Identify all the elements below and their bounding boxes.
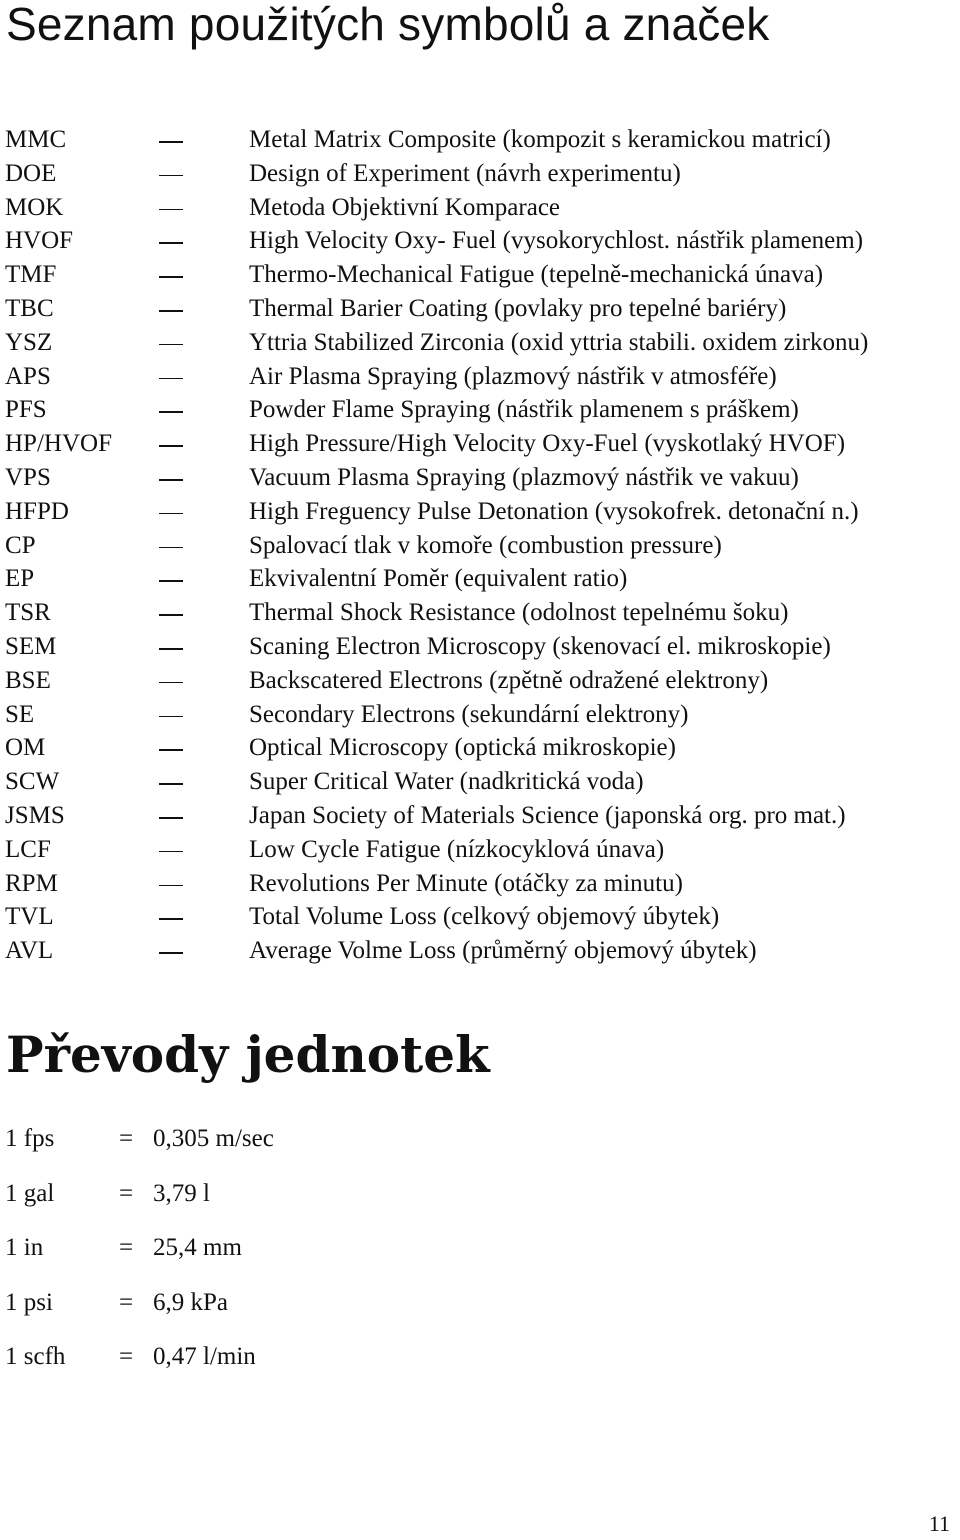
dash-separator <box>159 716 183 718</box>
dash-separator <box>159 749 183 751</box>
dash-separator <box>159 885 183 887</box>
conversion-unit: 1 scfh <box>5 1343 66 1370</box>
abbreviation: HP/HVOF <box>5 430 112 458</box>
dash-separator <box>159 952 183 954</box>
list-item <box>0 461 960 495</box>
dash-separator <box>159 445 183 447</box>
abbreviation-meaning: Scaning Electron Microscopy (skenovací el. mikroskopie) <box>249 632 831 660</box>
list-item <box>0 292 960 326</box>
conversion-value: 0,47 l/min <box>153 1343 256 1370</box>
conversion-value: 3,79 l <box>153 1179 210 1207</box>
conversion-unit: 1 gal <box>5 1179 55 1207</box>
page-number: 11 <box>928 1511 950 1536</box>
list-item <box>0 529 960 563</box>
abbreviation: RPM <box>5 869 58 897</box>
abbreviation: SCW <box>5 768 60 796</box>
abbreviation-meaning: Ekvivalentní Poměr (equivalent ratio) <box>249 565 628 593</box>
conversion-row <box>0 1231 500 1286</box>
conversion-unit: 1 fps <box>5 1125 55 1152</box>
abbreviation-meaning: Backscatered Electrons (zpětně odražené elektrony) <box>249 666 769 694</box>
dash-separator <box>159 614 183 616</box>
abbreviation: TSR <box>5 599 51 627</box>
dash-separator <box>159 141 183 143</box>
dash-separator <box>159 344 183 346</box>
list-item <box>0 326 960 360</box>
abbreviation-meaning: Japan Society of Materials Science (japonská org. pro mat.) <box>249 801 846 829</box>
dash-separator <box>159 851 183 853</box>
abbreviation: BSE <box>5 666 51 694</box>
list-item <box>0 900 960 934</box>
abbreviation: VPS <box>5 463 51 491</box>
abbreviation: SE <box>5 700 35 728</box>
abbreviation: PFS <box>5 396 47 424</box>
dash-separator <box>159 310 183 312</box>
list-item <box>0 934 960 968</box>
abbreviation: DOE <box>5 159 57 187</box>
abbreviation-meaning: Spalovací tlak v komoře (combustion pressure) <box>249 531 722 559</box>
dash-separator <box>159 276 183 278</box>
list-item <box>0 191 960 225</box>
abbreviation-meaning: High Freguency Pulse Detonation (vysokofrek. detonační n.) <box>249 497 859 525</box>
abbreviation: HVOF <box>5 227 74 255</box>
abbreviation: OM <box>5 734 46 762</box>
abbreviation: APS <box>5 362 51 390</box>
abbreviation-meaning: Powder Flame Spraying (nástřik plamenem s práškem) <box>249 396 799 424</box>
unit-conversions-list <box>0 1122 500 1395</box>
list-item <box>0 765 960 799</box>
conversion-row <box>0 1340 500 1395</box>
list-item <box>0 799 960 833</box>
abbreviations-list <box>0 123 960 968</box>
abbreviation-meaning: Vacuum Plasma Spraying (plazmový nástřik ve vakuu) <box>249 463 799 491</box>
equals-sign: = <box>119 1179 134 1207</box>
dash-separator <box>159 580 183 582</box>
abbreviation: MOK <box>5 193 64 221</box>
abbreviation-meaning: Total Volume Loss (celkový objemový úbytek) <box>249 903 720 931</box>
dash-separator <box>159 479 183 481</box>
list-item <box>0 833 960 867</box>
list-item <box>0 224 960 258</box>
abbreviation: EP <box>5 565 35 593</box>
conversion-value: 25,4 mm <box>153 1234 242 1261</box>
equals-sign: = <box>119 1234 134 1261</box>
abbreviation-meaning: Metoda Objektivní Komparace <box>249 193 561 221</box>
page-title: Seznam použitých symbolů a značek <box>6 0 770 50</box>
dash-separator <box>159 513 183 515</box>
abbreviation-meaning: Thermal Shock Resistance (odolnost tepelnému šoku) <box>249 599 789 627</box>
abbreviation-meaning: Thermal Barier Coating (povlaky pro tepelné bariéry) <box>249 294 787 322</box>
conversion-row <box>0 1177 500 1232</box>
dash-separator <box>159 242 183 244</box>
abbreviation: MMC <box>5 126 67 153</box>
abbreviation-meaning: Low Cycle Fatigue (nízkocyklová únava) <box>249 835 665 863</box>
abbreviation-meaning: Design of Experiment (návrh experimentu) <box>249 159 681 187</box>
abbreviation: AVL <box>5 937 54 965</box>
list-item <box>0 393 960 427</box>
list-item <box>0 630 960 664</box>
dash-separator <box>159 682 183 684</box>
list-item <box>0 157 960 191</box>
dash-separator <box>159 817 183 819</box>
abbreviation: JSMS <box>5 801 65 829</box>
abbreviation: TVL <box>5 903 54 931</box>
abbreviation-meaning: Optical Microscopy (optická mikroskopie) <box>249 734 676 762</box>
conversion-unit: 1 in <box>5 1234 44 1261</box>
list-item <box>0 360 960 394</box>
abbreviation-meaning: Thermo-Mechanical Fatigue (tepelně-mechanická únava) <box>249 261 824 289</box>
abbreviation: YSZ <box>5 328 53 356</box>
abbreviation-meaning: Yttria Stabilized Zirconia (oxid yttria stabili. oxidem zirkonu) <box>249 328 869 356</box>
abbreviation: SEM <box>5 632 57 660</box>
abbreviation: LCF <box>5 835 51 863</box>
conversion-unit: 1 psi <box>5 1288 53 1316</box>
dash-separator <box>159 648 183 650</box>
dash-separator <box>159 411 183 413</box>
abbreviation-meaning: Air Plasma Spraying (plazmový nástřik v atmosféře) <box>249 362 777 390</box>
list-item <box>0 867 960 901</box>
abbreviation: TBC <box>5 294 54 322</box>
dash-separator <box>159 209 183 211</box>
abbreviation: CP <box>5 531 36 559</box>
abbreviation-meaning: High Velocity Oxy- Fuel (vysokorychlost. nástřik plamenem) <box>249 227 864 255</box>
dash-separator <box>159 175 183 177</box>
abbreviation-meaning: Metal Matrix Composite (kompozit s keramickou matricí) <box>249 126 831 153</box>
list-item <box>0 664 960 698</box>
abbreviation-meaning: Revolutions Per Minute (otáčky za minutu) <box>249 869 683 897</box>
equals-sign: = <box>119 1288 134 1316</box>
list-item <box>0 596 960 630</box>
abbreviation: HFPD <box>5 497 69 525</box>
list-item <box>0 123 960 157</box>
dash-separator <box>159 547 183 549</box>
conversion-row <box>0 1286 500 1341</box>
abbreviation-meaning: Average Volme Loss (průměrný objemový úbytek) <box>249 937 757 965</box>
list-item <box>0 698 960 732</box>
list-item <box>0 495 960 529</box>
dash-separator <box>159 783 183 785</box>
conversion-value: 6,9 kPa <box>153 1288 228 1316</box>
section-heading-unit-conversions: Převody jednotek <box>6 1025 490 1084</box>
abbreviation: TMF <box>5 261 57 289</box>
conversion-row <box>0 1122 500 1177</box>
abbreviation-meaning: High Pressure/High Velocity Oxy-Fuel (vyskotlaký HVOF) <box>249 430 846 458</box>
list-item <box>0 562 960 596</box>
equals-sign: = <box>119 1125 134 1152</box>
equals-sign: = <box>119 1343 134 1370</box>
abbreviation-meaning: Super Critical Water (nadkritická voda) <box>249 768 644 796</box>
abbreviation-meaning: Secondary Electrons (sekundární elektrony) <box>249 700 689 728</box>
list-item <box>0 731 960 765</box>
conversion-value: 0,305 m/sec <box>153 1125 274 1152</box>
list-item <box>0 258 960 292</box>
dash-separator <box>159 918 183 920</box>
list-item <box>0 427 960 461</box>
dash-separator <box>159 378 183 380</box>
